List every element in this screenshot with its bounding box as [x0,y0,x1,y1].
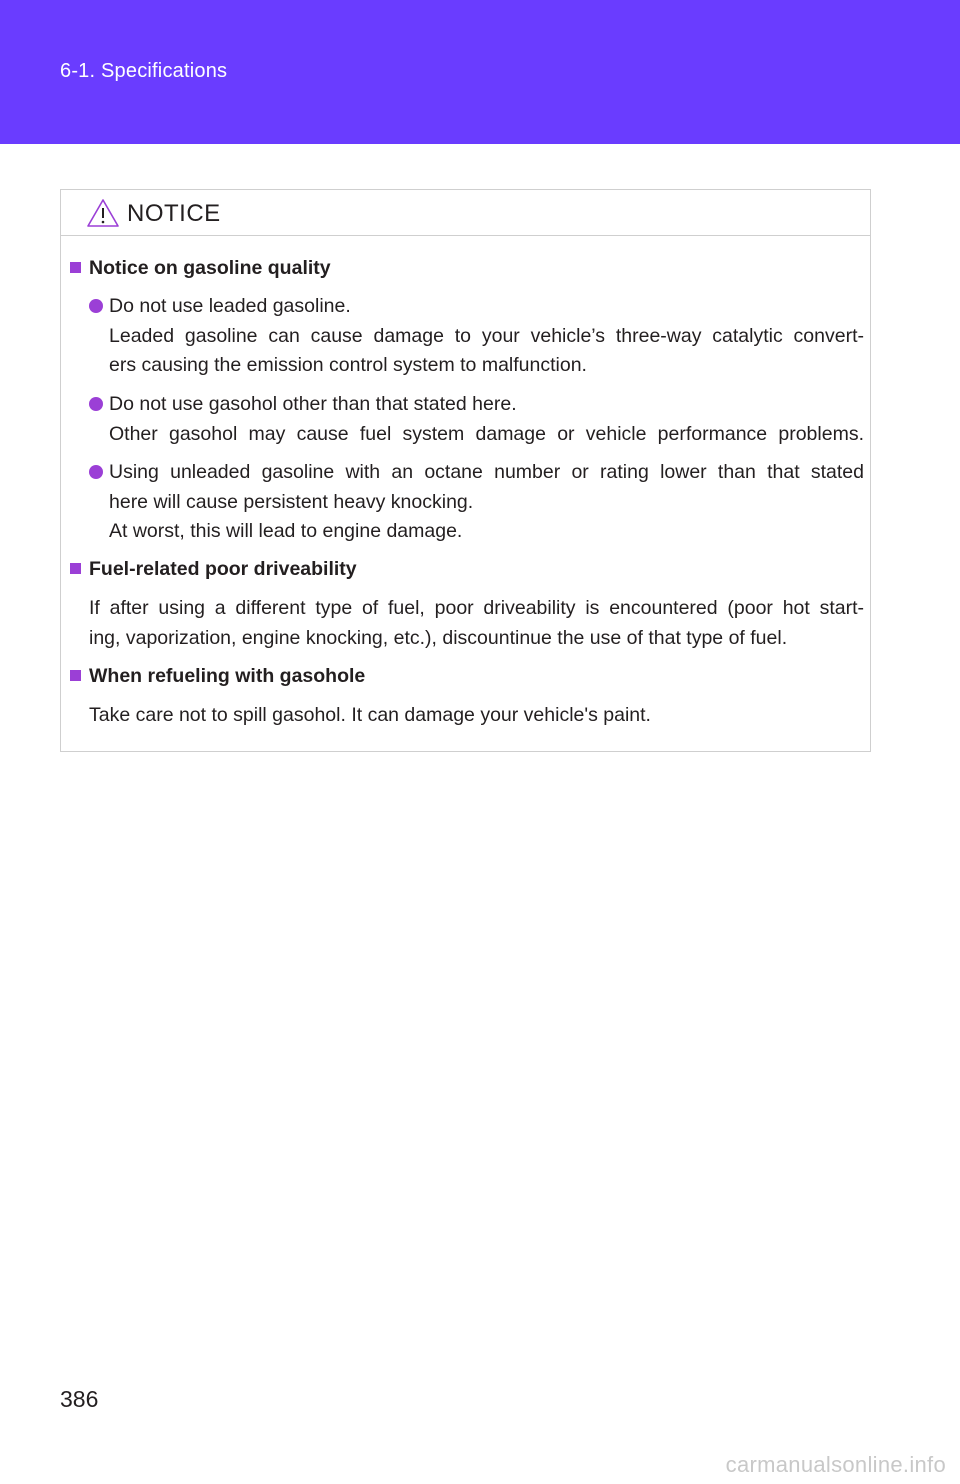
text-line: Do not use gasohol other than that stated here. [109,393,517,415]
text-line: ing, vaporization, engine knocking, etc.), discountinue the use of that type of fuel. [89,626,788,649]
text-line: Other gasohol may cause fuel system damage or vehicle performance problems. [109,422,864,445]
square-bullet-icon [70,670,81,681]
heading-fuel-driveability [70,555,357,585]
section-title: 6-1. Specifications [60,60,228,82]
text-line: Take care not to spill gasohol. It can damage your vehicle's paint. [89,704,651,726]
text-line: ers causing the emission control system to malfunction. [109,354,587,376]
round-bullet-icon [89,397,103,411]
square-bullet-icon [70,563,81,574]
round-bullet-icon [89,299,103,313]
text-line: At worst, this will lead to engine damage. [109,520,463,542]
bullet-text [109,292,864,381]
notice-header [61,190,870,236]
bullet-text [109,390,864,449]
square-bullet-icon [70,262,81,273]
heading-gasoline-quality [70,254,331,284]
text-line: Do not use leaded gasoline. [109,295,351,317]
round-bullet-icon [89,465,103,479]
text-line: Leaded gasoline can cause damage to your vehicle’s three-way catalytic convert- [109,324,864,347]
heading-text: Notice on gasoline quality [89,257,331,279]
notice-label: NOTICE [127,200,221,227]
watermark: carmanualsonline.info [725,1452,946,1477]
notice-box [60,189,871,752]
paragraph [89,701,864,731]
heading-text: Fuel-related poor driveability [89,558,357,580]
text-line: Using unleaded gasoline with an octane number or rating lower than that stated [109,461,864,483]
warning-triangle-icon [86,198,120,228]
heading-text: When refueling with gasohole [89,665,366,687]
header-band [0,0,960,144]
text-line: here will cause persistent heavy knocking. [109,490,474,513]
page-number: 386 [60,1386,99,1412]
paragraph [89,594,864,653]
heading-refueling-gasohole [70,662,365,692]
bullet-text [109,458,864,547]
text-line: If after using a different type of fuel, poor driveability is encountered (poor hot start- [89,597,864,619]
